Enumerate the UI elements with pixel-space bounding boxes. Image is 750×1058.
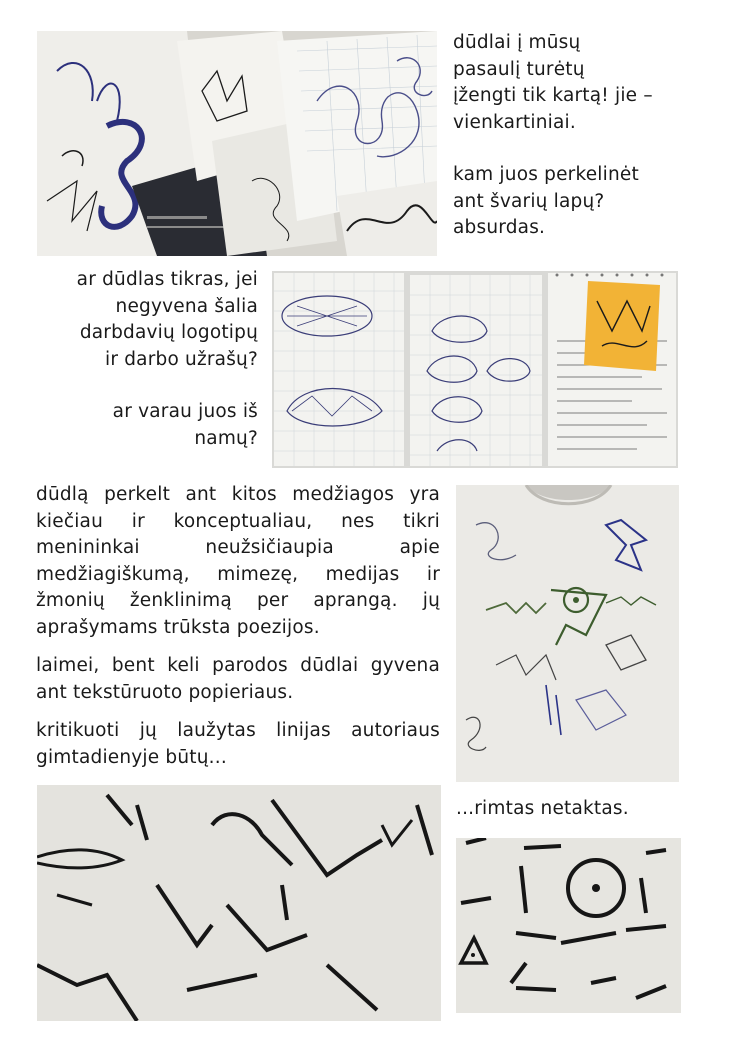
intro-text <box>453 30 703 242</box>
intro-line: absurdas. <box>453 217 546 238</box>
question-line: namų? <box>194 427 258 449</box>
main-paragraph-2: laimei, bent keli parodos dūdlai gyvena ant tekstūruoto popieriaus. <box>36 655 440 703</box>
textured-paper-doodle-photo <box>37 785 441 1021</box>
scattered-doodle-papers-photo <box>37 31 437 256</box>
intro-line: ant švarių lapų? <box>453 190 605 212</box>
intro-line: pasaulį turėtų <box>453 58 585 80</box>
notebook-pages-photo <box>272 271 678 468</box>
main-paragraph-1: dūdlą perkelt ant kitos medžiagos yra kiečiau ir konceptualiau, nes tikri menininkai neužsičiaupia apie medžiagiškumą, mimezę, medijas ir žmonių ženklinimą per aprangą. jų aprašymams trūksta poezijos. <box>36 484 440 638</box>
question-line: ir darbo užrašų? <box>104 348 258 370</box>
question-line: ar varau juos iš <box>112 401 258 422</box>
question-line: ar dūdlas tikras, jei <box>76 269 258 290</box>
intro-line: kam juos perkelinėt <box>453 164 639 185</box>
ending-text: ...rimtas netaktas. <box>456 798 629 819</box>
doodled-tshirt-photo <box>456 485 679 782</box>
intro-line: dūdlai į mūsų <box>453 32 581 53</box>
question-line: negyvena šalia <box>115 295 258 317</box>
intro-line: įžengti tik kartą! jie – <box>453 85 653 106</box>
main-text <box>36 482 440 771</box>
question-text <box>36 267 258 452</box>
main-paragraph-3: kritikuoti jų laužytas linijas autoriaus gimtadienyje būtų... <box>36 720 440 768</box>
question-line: darbdavių logotipų <box>79 322 258 343</box>
intro-line: vienkartiniai. <box>453 111 576 133</box>
textured-paper-shapes-photo <box>456 838 681 1013</box>
